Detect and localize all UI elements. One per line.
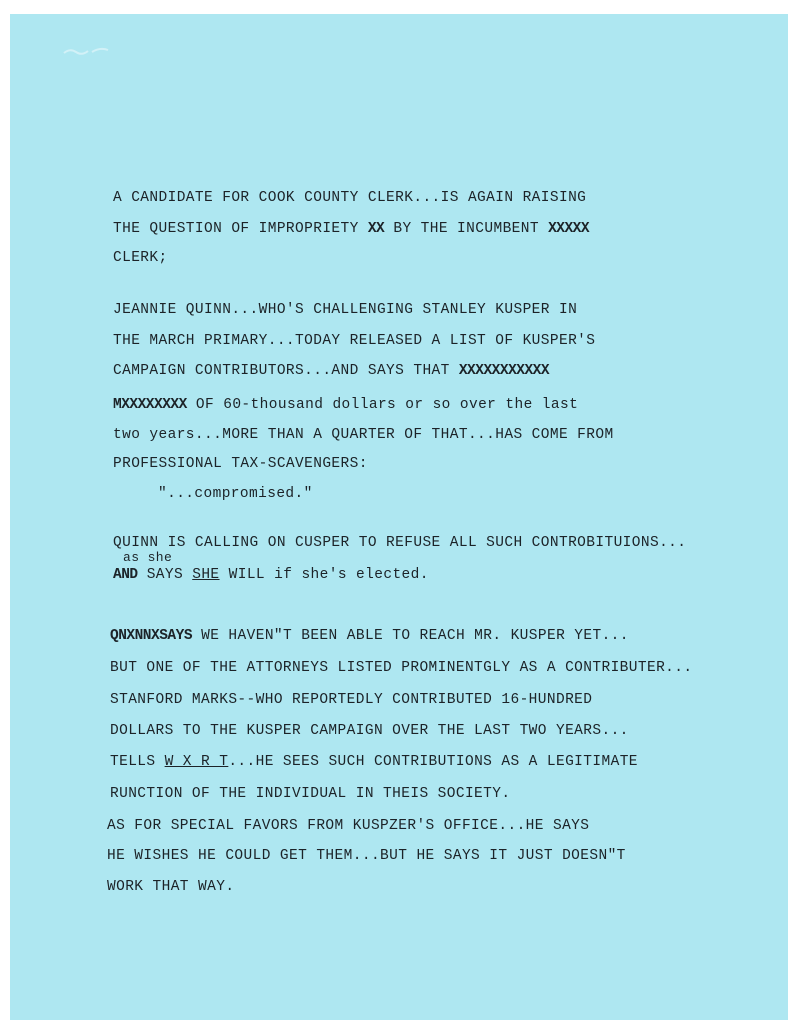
p1-line2: [113, 221, 589, 237]
p4-xed-out: QNXNNXSAYS: [110, 628, 193, 644]
p2-quote: "...compromised.": [158, 486, 313, 502]
ink-smudge-mark: [62, 44, 117, 56]
p4-line9: WORK THAT WAY.: [107, 879, 235, 895]
p1-xed-out-1: XX: [367, 221, 385, 237]
p1-xed-out-2: XXXXX: [548, 221, 590, 237]
p4-line5-text-a: TELLS: [110, 754, 165, 770]
p4-call-letters: W X R T: [164, 754, 229, 770]
p4-line5-text-b: ...HE SEES SUCH CONTRIBUTIONS AS A LEGITIMATE: [228, 754, 638, 770]
p4-line1: [110, 628, 629, 644]
p1-line1: A CANDIDATE FOR COOK COUNTY CLERK...IS AGAIN RAISING: [113, 190, 587, 206]
paper-sheet: [10, 14, 788, 1020]
p4-line8: HE WISHES HE COULD GET THEM...BUT HE SAYS IT JUST DOESN"T: [107, 848, 626, 864]
p4-line3: STANFORD MARKS--WHO REPORTEDLY CONTRIBUTED 16-HUNDRED: [110, 692, 593, 708]
p2-line4: [113, 397, 578, 413]
p2-line4-text: OF 60-thousand dollars or so over the last: [186, 397, 579, 413]
p3-line2-text-a: SAYS: [137, 567, 193, 583]
p3-xed-out: AND: [113, 567, 138, 583]
p2-line1: JEANNIE QUINN...WHO'S CHALLENGING STANLEY KUSPER IN: [113, 302, 578, 318]
p3-line2: [113, 567, 429, 583]
p4-line2: BUT ONE OF THE ATTORNEYS LISTED PROMINENTGLY AS A CONTRIBUTER...: [110, 660, 693, 676]
p1-line3: CLERK;: [113, 250, 168, 266]
p4-line6: RUNCTION OF THE INDIVIDUAL IN THEIS SOCIETY.: [110, 786, 511, 802]
p3-line1: QUINN IS CALLING ON CUSPER TO REFUSE ALL SUCH CONTROBITUIONS...: [113, 535, 687, 551]
p4-line1-text: WE HAVEN"T BEEN ABLE TO REACH MR. KUSPER YET...: [192, 628, 629, 644]
p4-line7: AS FOR SPECIAL FAVORS FROM KUSPZER'S OFFICE...HE SAYS: [107, 818, 590, 834]
p2-line2: THE MARCH PRIMARY...TODAY RELEASED A LIST OF KUSPER'S: [113, 333, 596, 349]
p2-line5: two years...MORE THAN A QUARTER OF THAT...HAS COME FROM: [113, 427, 614, 443]
p2-xed-out-2: MXXXXXXXX: [113, 397, 187, 413]
p4-line4: DOLLARS TO THE KUSPER CAMPAIGN OVER THE LAST TWO YEARS...: [110, 723, 629, 739]
p4-line5: [110, 754, 638, 770]
p2-line3: [113, 363, 549, 379]
p2-line3-text: CAMPAIGN CONTRIBUTORS...AND SAYS THAT: [113, 363, 459, 379]
p1-line2-text-a: THE QUESTION OF IMPROPRIETY: [113, 221, 368, 237]
p1-line2-text-b: BY THE INCUMBENT: [384, 221, 549, 237]
p3-line2-text-b: WILL if she's elected.: [219, 567, 429, 583]
p2-xed-out-1: XXXXXXXXXXX: [458, 363, 550, 379]
p3-underlined-word: SHE: [192, 567, 220, 583]
p2-line6: PROFESSIONAL TAX-SCAVENGERS:: [113, 456, 368, 472]
p3-handwritten-insert: as she: [123, 550, 173, 565]
